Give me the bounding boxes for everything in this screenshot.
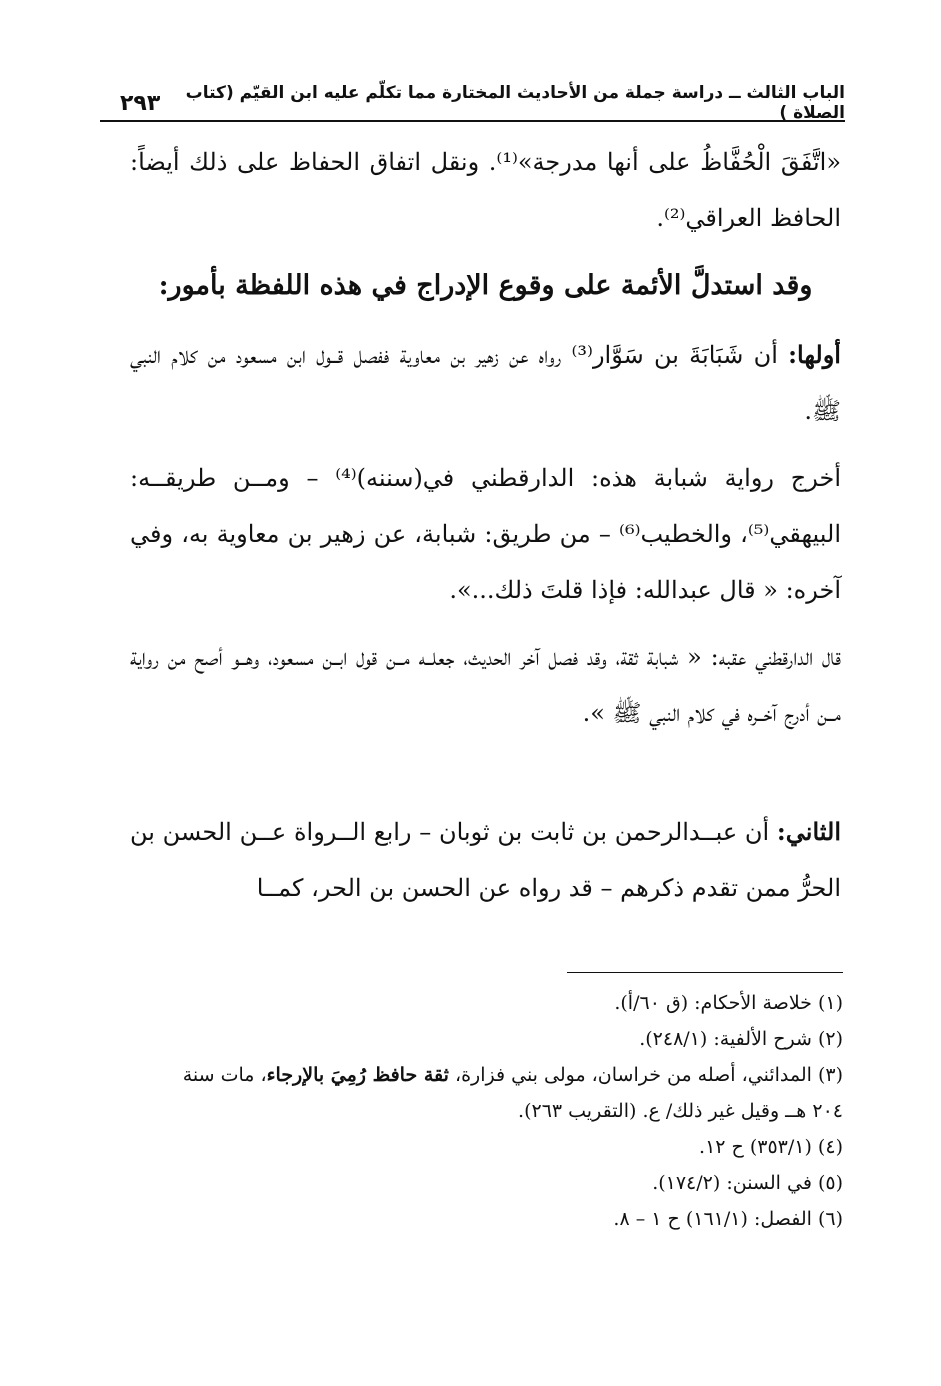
running-header: [120, 83, 845, 123]
footnote-4: (٤) (٣٥٣/١) ح ١٢.: [699, 1136, 843, 1158]
paragraph-daraqutni-comment: قال الدارقطني عقبه: « شبابة ثقة، وقد فصل آخر الحديث، جعلــه مــن قول ابــن مسعود، وهــو أصح من رواية مــن أدرج آخــره في كلام النبي ﷺ ».: [130, 643, 841, 727]
footnote-3-continuation: ٢٠٤ هــ وقيل غير ذلك/ ع. (التقريب ٢٦٣).: [518, 1100, 843, 1122]
paragraph-lead-second: الثاني:: [776, 817, 841, 846]
footnote-6: (٦) الفصل: (١٦١/١) ح ١ – ٨.: [613, 1208, 843, 1230]
footnote-separator: [567, 972, 843, 973]
footnote-1: (١) خلاصة الأحكام: (ق ٦٠/أ).: [614, 992, 843, 1014]
footnote-3: [130, 1057, 843, 1093]
footnote-5: (٥) في السنن: (١٧٤/٢).: [652, 1172, 843, 1194]
footnote-3-text-a: (٣) المدائني، أصله من خراسان، مولى بني فزارة،: [448, 1064, 843, 1086]
paragraph-second-evidence: [130, 804, 841, 916]
paragraph-narration-sources: أخرج رواية شبابة هذه: الدارقطني في(سننه)⁽⁴⁾ – ومــن طريقــه: البيهقي⁽⁵⁾، والخطيب⁽⁶⁾ – من طريق: شبابة، عن زهير بن معاوية به، وفي آخره: « قال عبدالله: فإذا قلتَ ذلك...».: [130, 464, 841, 604]
paragraph-quote-agreement: «اتَّفَقَ الْحُفَّاظُ على أنها مدرجة»⁽¹⁾. ونقل اتفاق الحفاظ على ذلك أيضاً: الحافظ العراقي⁽²⁾.: [130, 148, 842, 232]
header-rule: [100, 120, 845, 122]
section-heading: وقد استدلَّ الأئمة على وقوع الإدراج في هذه اللفظة بأمور:: [158, 270, 813, 301]
paragraph-first-text: أن شَبَابَةَ بن سَوَّار⁽³⁾ رواه عن زهير بن معاوية ففصل قــول ابن مسعود من كلام النبي ﷺ.: [130, 341, 841, 425]
paragraph-second-text: أن عبــدالرحمن بن ثابت بن ثوبان – رابع الــرواة عــن الحسن بن الحرُّ ممن تقدم ذكرهم – قد رواه عن الحسن بن الحر، كمــا: [130, 818, 841, 902]
footnotes-list: [130, 985, 843, 1237]
footnote-3-text-b: ، مات سنة: [182, 1064, 267, 1086]
paragraph-lead-first: أولها:: [788, 340, 841, 369]
paragraph-first-evidence: [130, 327, 841, 439]
page-number: ٢٩٣: [120, 90, 161, 116]
footnote-2: (٢) شرح الألفية: (٢٤٨/١).: [639, 1028, 843, 1050]
footnote-3-grading: ثقة حافظ رُمِيَ بالإرجاء: [266, 1064, 449, 1086]
running-title: الباب الثالث ــ دراسة جملة من الأحاديث المختارة مما تكلّم عليه ابن القيّم (كتاب الصلاة ): [185, 83, 845, 123]
